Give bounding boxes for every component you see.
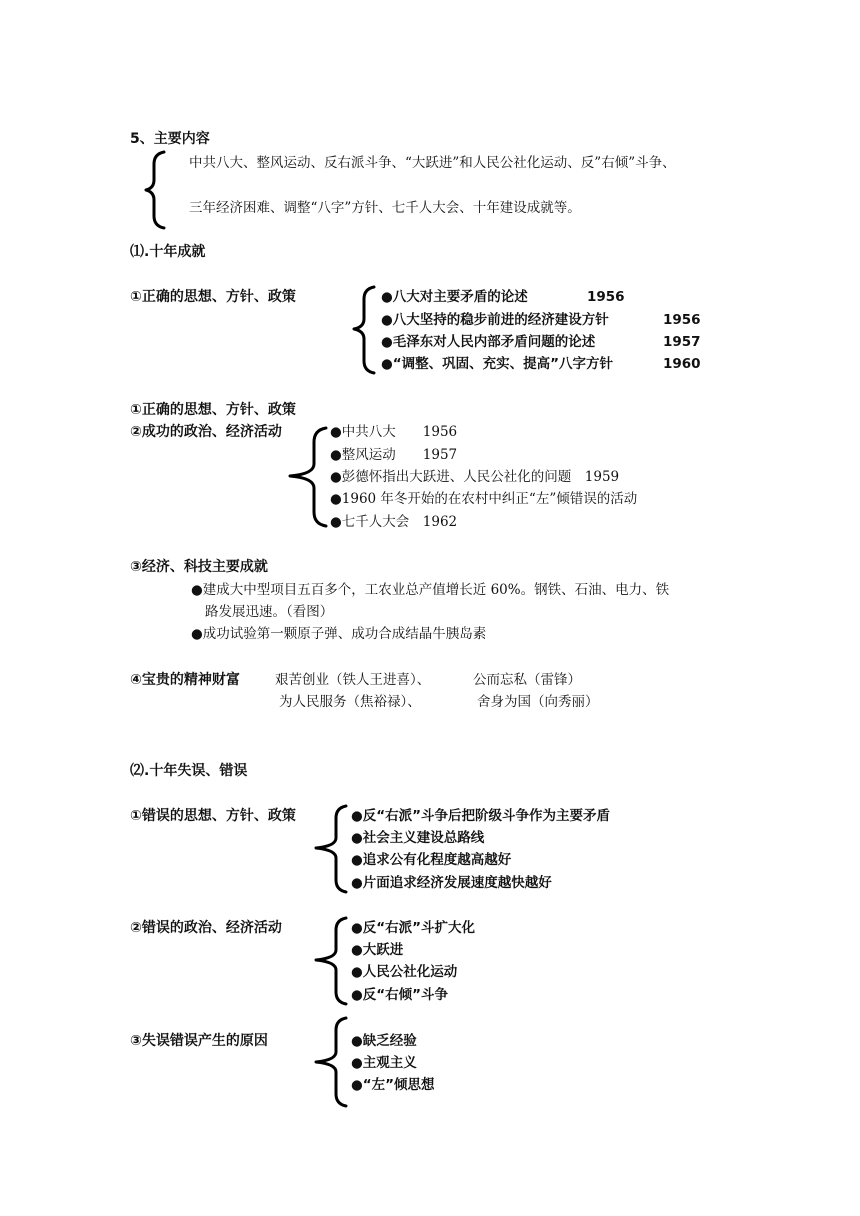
list-item: ●反“右倾”斗争 — [351, 987, 449, 1003]
list-item: ●大跃进 — [351, 942, 404, 958]
subsection-title: ②错误的政治、经济活动 — [130, 920, 282, 936]
subsection-title: ③失误错误产生的原因 — [130, 1033, 268, 1049]
brace-icon — [310, 916, 350, 1006]
list-item: ●社会主义建设总路线 — [351, 830, 485, 846]
list-item: ●七千人大会 1962 — [330, 514, 458, 530]
list-item: ●中共八大 1956 — [330, 424, 458, 440]
summary-line: 三年经济困难、调整“八字”方针、七千人大会、十年建设成就等。 — [189, 200, 581, 216]
subsection-title: ②成功的政治、经济活动 — [130, 424, 282, 440]
spirit-item: 为人民服务（焦裕禄）、 — [279, 694, 421, 710]
list-item-text: ●“调整、巩固、充实、提高”八字方针 — [381, 356, 614, 372]
list-item-text: ●八大对主要矛盾的论述 — [381, 289, 528, 305]
subsection-title: ①正确的思想、方针、政策 — [130, 402, 296, 418]
list-item: ●缺乏经验 — [351, 1033, 417, 1049]
list-item-year: 1960 — [663, 356, 701, 372]
spirit-item: 舍身为国（向秀丽） — [477, 694, 599, 710]
brace-icon — [348, 285, 378, 375]
spirit-item: 公而忘私（雷锋） — [473, 672, 581, 688]
summary-line: 中共八大、整风运动、反右派斗争、“大跃进”和人民公社化运动、反”右倾”斗争、 — [189, 155, 676, 171]
part-title: ⑴.十年成就 — [130, 244, 206, 260]
list-item: ●1960 年冬开始的在农村中纠正“左”倾错误的活动 — [330, 491, 638, 507]
subsection-title: ①错误的思想、方针、政策 — [130, 808, 296, 824]
list-item — [381, 310, 721, 330]
list-item-text: ●毛泽东对人民内部矛盾问题的论述 — [381, 334, 596, 350]
list-item-text: ●八大坚持的稳步前进的经济建设方针 — [381, 312, 609, 328]
list-item: ●建成大中型项目五百多个，工农业总产值增长近 60%。钢铁、石油、电力、铁 — [191, 582, 670, 598]
subsection-title: ①正确的思想、方针、政策 — [130, 289, 296, 305]
list-item — [381, 354, 721, 374]
brace-icon — [310, 804, 350, 894]
brace-icon — [140, 150, 170, 230]
subsection-title: ④宝贵的精神财富 — [130, 672, 240, 688]
list-item: ●人民公社化运动 — [351, 964, 458, 980]
section-title: 5、主要内容 — [130, 131, 210, 147]
spirit-item: 艰苦创业（铁人王进喜）、 — [275, 672, 431, 688]
list-item — [381, 332, 721, 352]
list-item-year: 1957 — [663, 334, 701, 350]
list-item: ●主观主义 — [351, 1055, 417, 1071]
list-item-continuation: 路发展迅速。（看图） — [205, 604, 334, 620]
list-item: ●反“右派”斗扩大化 — [351, 920, 476, 936]
subsection-title: ③经济、科技主要成就 — [130, 559, 268, 575]
list-item-year: 1956 — [587, 289, 625, 305]
brace-icon — [284, 424, 330, 530]
list-item: ●反“右派”斗争后把阶级斗争作为主要矛盾 — [351, 808, 611, 824]
list-item: ●追求公有化程度越高越好 — [351, 852, 512, 868]
list-item: ●彭德怀指出大跃进、人民公社化的问题 1959 — [330, 469, 620, 485]
list-item-year: 1956 — [663, 312, 701, 328]
list-item: ●“左”倾思想 — [351, 1077, 435, 1093]
list-item: ●片面追求经济发展速度越快越好 — [351, 875, 552, 891]
list-item — [381, 287, 721, 307]
list-item: ●整风运动 1957 — [330, 447, 458, 463]
part-title: ⑵.十年失误、错误 — [130, 763, 248, 779]
brace-icon — [310, 1016, 350, 1108]
list-item: ●成功试验第一颗原子弹、成功合成结晶牛胰岛素 — [191, 626, 487, 642]
